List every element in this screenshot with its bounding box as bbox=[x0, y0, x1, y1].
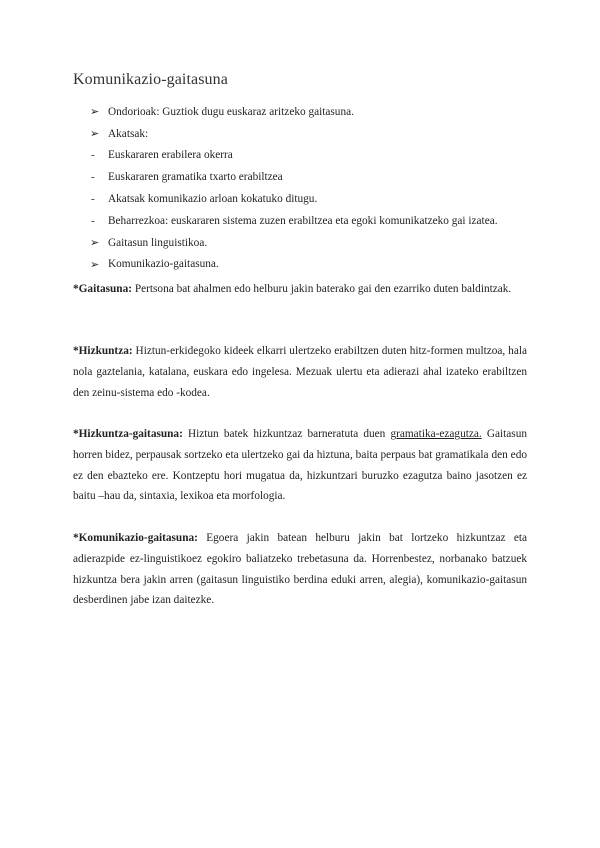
list-item-text: Akatsak komunikazio arloan kokatuko ditugu. bbox=[108, 193, 318, 206]
definition-text: Egoera jakin batean helburu jakin bat lortzeko hizkuntzaz eta adierazpide ez-linguistikoez egokiro baliatzeko trebetasuna da. Horrenbestez, norbanako batzuek hizkuntza bera jakin arren (gaitasun linguistiko berdina eduki arren, alegia), komunikazio-gaitasun desberdinen jabe izan daitezke. bbox=[73, 532, 527, 607]
dash-bullet-icon: - bbox=[91, 214, 95, 227]
dash-bullet-icon: - bbox=[91, 193, 95, 206]
definition-gaitasuna bbox=[73, 279, 527, 300]
definition-text: Pertsona bat ahalmen edo helburu jakin baterako gai den ezarriko duten baldintzak. bbox=[132, 283, 512, 295]
definition-term: *Komunikazio-gaitasuna: bbox=[73, 532, 198, 544]
arrow-bullet-icon: ➢ bbox=[90, 237, 100, 250]
definition-text: Gaitasun horren bidez, perpausak sortzeko eta ulertzeko gai da hiztuna, baita perpaus bat gramatikala den edo ez den ebazteko ere. Kontzeptu hori mugatua da, hizkuntzari buruzko ezagutza baino jasotzen ez baitu –hau da, sintaxia, lexikoa eta morfologia. bbox=[73, 428, 527, 503]
list-item-text: Akatsak: bbox=[108, 127, 149, 140]
list-item-text: Beharrezkoa: euskararen sistema zuzen erabiltzea eta egoki komunikatzeko gai izatea. bbox=[108, 214, 498, 227]
dash-bullet-icon: - bbox=[91, 171, 95, 184]
dash-bullet-icon: - bbox=[91, 149, 95, 162]
definition-komunikazio-gaitasuna bbox=[73, 528, 527, 611]
definition-term: *Gaitasuna: bbox=[73, 283, 133, 295]
list-item bbox=[90, 145, 540, 167]
definition-hizkuntza bbox=[73, 341, 527, 403]
list-item-text: Komunikazio-gaitasuna. bbox=[108, 258, 219, 271]
arrow-bullet-icon: ➢ bbox=[90, 106, 100, 119]
definition-hizkuntza-gaitasuna bbox=[73, 424, 527, 507]
list-item bbox=[90, 232, 540, 254]
list-item-text: Euskararen gramatika txarto erabiltzea bbox=[108, 171, 283, 184]
underlined-term: gramatika-ezagutza. bbox=[390, 428, 482, 440]
list-item bbox=[90, 166, 540, 188]
list-item bbox=[90, 123, 540, 145]
list-item bbox=[90, 210, 540, 232]
definition-term: *Hizkuntza: bbox=[73, 345, 133, 357]
list-item-text: Euskararen erabilera okerra bbox=[108, 149, 233, 162]
definition-text: Hiztun-erkidegoko kideek elkarri ulertzeko erabiltzen duten hitz-formen multzoa, hala nola gaztelania, katalana, euskara edo ingelesa. Mezuak ulertu eta adierazi ahal izateko erabiltzen den zeinu-sistema edo -kodea. bbox=[73, 345, 527, 399]
list-item bbox=[90, 188, 540, 210]
bullet-list bbox=[90, 101, 540, 275]
arrow-bullet-icon: ➢ bbox=[90, 128, 100, 141]
list-item-text: Ondorioak: Guztiok dugu euskaraz aritzeko gaitasuna. bbox=[108, 105, 354, 118]
list-item-text: Gaitasun linguistikoa. bbox=[108, 236, 208, 249]
definition-term: *Hizkuntza-gaitasuna: bbox=[73, 428, 183, 440]
page-title: Komunikazio-gaitasuna bbox=[73, 71, 228, 88]
list-item bbox=[90, 254, 540, 276]
definition-text: Hiztun batek hizkuntzaz barneratuta duen bbox=[182, 428, 391, 440]
list-item bbox=[90, 101, 540, 123]
arrow-bullet-icon: ➢ bbox=[90, 258, 100, 271]
